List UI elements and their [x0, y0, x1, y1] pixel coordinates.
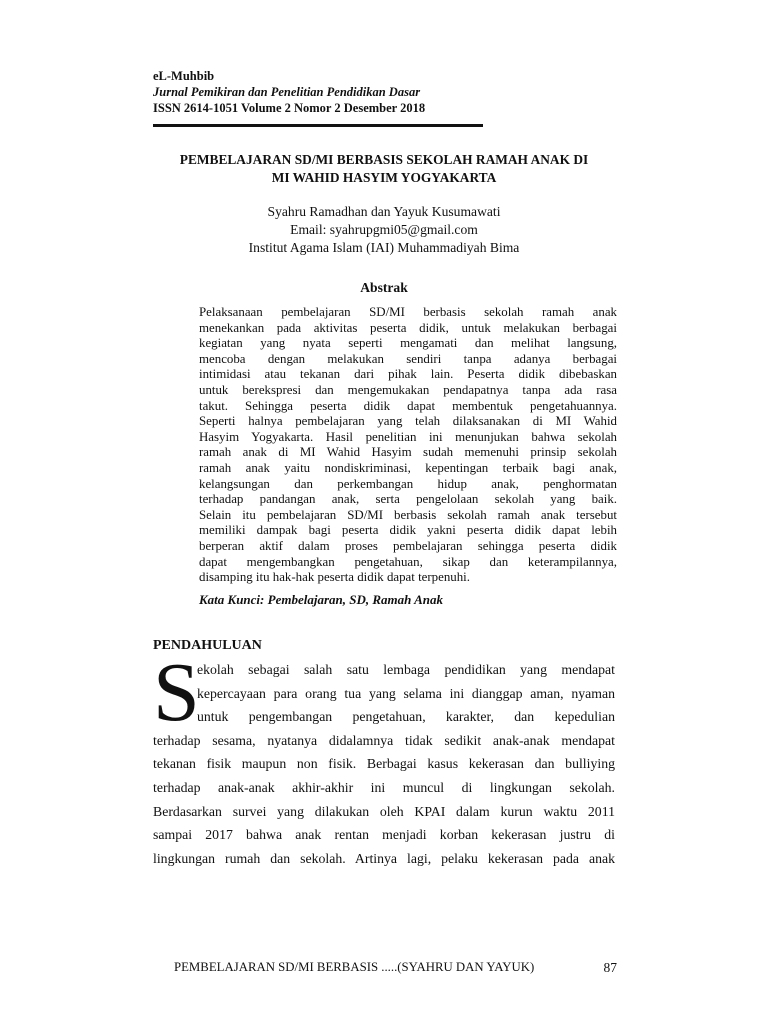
body-line: terhadap sesama, nyatanya didalamnya tidak sedikit anak-anak mendapat [153, 732, 615, 748]
abstract-line: ramah anak di MI Wahid Hasyim sudah memenuhi prinsip sekolah [199, 445, 617, 460]
abstract-line: takut. Sehingga peserta didik dapat membentuk pengetahuannya. [199, 398, 617, 413]
abstract-body [199, 305, 617, 586]
author-email: Email: syahrupgmi05@gmail.com [290, 222, 478, 237]
abstract-line: ramah anak yaitu nondiskriminasi, kepentingan terbaik bagi anak, [199, 460, 617, 475]
body-line: ekolah sebagai salah satu lembaga pendidikan yang mendapat [197, 662, 615, 677]
author-block [140, 203, 628, 257]
drop-cap: S [153, 646, 200, 739]
abstract-line: memiliki dampak bagi peserta didik yakni peserta didik dapat lebih [199, 523, 617, 538]
body-line: sampai 2017 bahwa anak rentan menjadi korban kekerasan justru di [153, 827, 615, 843]
article-title [140, 151, 628, 187]
journal-issue: ISSN 2614-1051 Volume 2 Nomor 2 Desember 2018 [153, 101, 426, 115]
abstract-line: Selain itu pembelajaran SD/MI berbasis sekolah ramah anak tersebut [199, 507, 617, 522]
abstract-line: Pelaksanaan pembelajaran SD/MI berbasis sekolah ramah anak [199, 305, 617, 319]
page-number: 87 [603, 960, 617, 975]
journal-name: eL-Muhbib [153, 69, 215, 83]
running-head: PEMBELAJARAN SD/MI BERBASIS .....(SYAHRU DAN YAYUK) [174, 960, 535, 974]
abstract-line: Seperti halnya pembelajaran yang telah dilaksanakan di MI Wahid [199, 414, 617, 429]
introduction-body [153, 658, 615, 870]
keywords: Kata Kunci: Pembelajaran, SD, Ramah Anak [199, 592, 444, 607]
abstract-line: untuk berekspresi dan mengemukakan pendapatnya tanpa ada rasa [199, 382, 617, 397]
body-line: terhadap anak-anak akhir-akhir ini muncul di lingkungan sekolah. [153, 779, 615, 795]
journal-header [153, 68, 483, 116]
abstract-line: kelangsungan dan perkembangan hidup anak, penghormatan [199, 476, 617, 491]
author-institution: Institut Agama Islam (IAI) Muhammadiyah Bima [248, 240, 520, 255]
abstract-line: kegiatan yang nyata seperti mengamati dan melihat langsung, [199, 336, 617, 351]
abstract-heading: Abstrak [360, 280, 408, 295]
abstract-line: mencoba dengan melakukan sendiri tanpa adanya berbagai [199, 351, 617, 366]
abstract-line: intimidasi atau tekanan dari pihak lain. Peserta didik dibebaskan [199, 367, 617, 382]
abstract-line: berperan aktif dalam proses pembelajaran sehingga peserta didik [199, 538, 617, 553]
section-heading: PENDAHULUAN [153, 638, 262, 653]
title-line: MI WAHID HASYIM YOGYAKARTA [271, 170, 497, 185]
body-line: untuk pengembangan pengetahuan, karakter, dan kepedulian [197, 709, 615, 725]
title-line: PEMBELAJARAN SD/MI BERBASIS SEKOLAH RAMAH ANAK DI [179, 152, 589, 167]
abstract-line: terhadap pandangan anak, serta pengelolaan sekolah yang baik. [199, 492, 617, 507]
abstract-line: disamping itu hak-hak peserta didik dapat terpenuhi. [199, 570, 470, 585]
abstract-line: dapat mengembangkan pengetahuan, sikap dan keterampilannya, [199, 554, 617, 569]
abstract-line: menekankan pada aktivitas peserta didik, untuk melakukan berbagai [199, 320, 617, 335]
body-line: kepercayaan para orang tua yang selama ini dianggap aman, nyaman [197, 685, 615, 701]
journal-subtitle: Jurnal Pemikiran dan Penelitian Pendidikan Dasar [153, 85, 421, 99]
header-rule [153, 124, 483, 127]
body-line: lingkungan rumah dan sekolah. Artinya lagi, pelaku kekerasan pada anak [153, 850, 615, 866]
body-line: tekanan fisik maupun non fisik. Berbagai kasus kekerasan dan bulliying [153, 756, 615, 772]
author-names: Syahru Ramadhan dan Yayuk Kusumawati [267, 204, 501, 219]
body-line: Berdasarkan survei yang dilakukan oleh KPAI dalam kurun waktu 2011 [153, 803, 615, 819]
abstract-line: Hasyim Yogyakarta. Hasil penelitian ini menunjukan bahwa sekolah [199, 429, 617, 444]
